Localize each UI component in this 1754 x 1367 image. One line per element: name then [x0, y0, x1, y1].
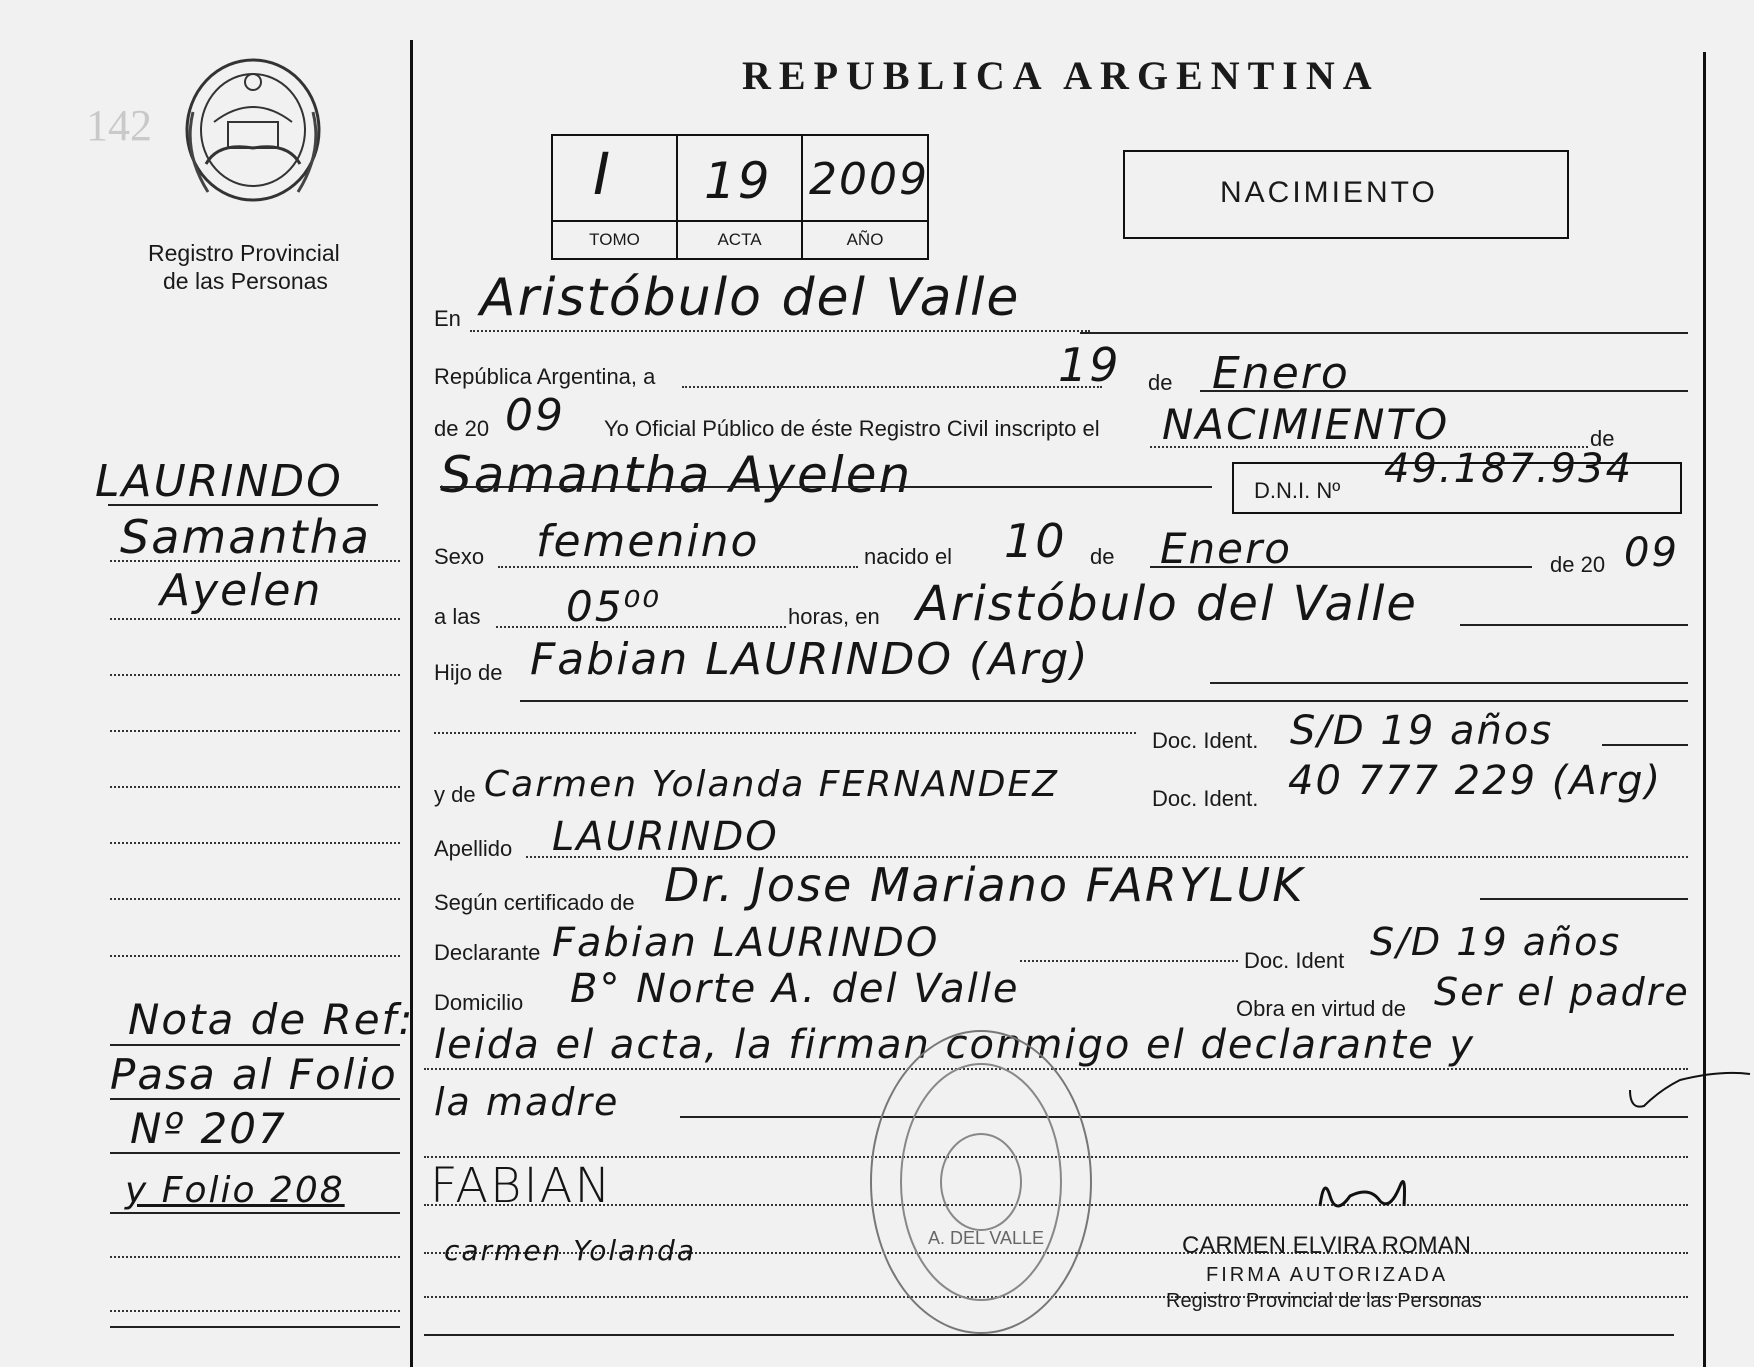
stamp-ring-icon — [872, 1032, 1090, 1332]
anio-cell — [803, 136, 927, 258]
label-a-las: a las — [434, 604, 481, 629]
label-en: En — [434, 306, 461, 331]
margin-note-line2: Pasa al Folio — [110, 1050, 398, 1099]
margin-first-name: Samantha — [120, 510, 371, 564]
label-doc-1: Doc. Ident. — [1152, 728, 1259, 753]
field-hora: 05⁰⁰ — [566, 582, 662, 631]
field-sexo: femenino — [536, 516, 760, 567]
label-de-2: de — [1590, 426, 1615, 451]
label-hijo: Hijo de — [434, 660, 503, 685]
tomo-cell — [553, 136, 676, 258]
margin-note-line3: Nº 207 — [130, 1104, 287, 1153]
label-horas: horas, en — [788, 604, 880, 629]
field-madre-doc: 40 777 229 (Arg) — [1288, 758, 1663, 804]
label-de-200: de 20 — [1550, 552, 1606, 577]
field-domicilio: B° Norte A. del Valle — [570, 966, 1020, 1012]
field-nombre: Samantha Ayelen — [440, 446, 913, 504]
document-type-box — [1123, 150, 1569, 239]
field-dni: 49.187.934 — [1384, 446, 1634, 492]
anio-label: AÑO — [846, 230, 884, 249]
label-domicilio: Domicilio — [434, 990, 524, 1015]
dni-box — [1232, 446, 1682, 514]
label-nacido: nacido el — [864, 544, 953, 569]
acta-cell — [678, 136, 801, 258]
tomo-label: TOMO — [589, 230, 640, 249]
field-nac-dia: 10 — [1004, 514, 1067, 568]
tomo-acta-anio-box — [551, 134, 929, 260]
label-oficial: Yo Oficial Público de éste Registro Civil inscripto el — [604, 416, 1100, 441]
field-nac-anio: 09 — [1624, 530, 1679, 576]
margin-middle-name: Ayelen — [160, 565, 323, 616]
field-declarante: Fabian LAURINDO — [552, 920, 940, 966]
left-vertical-rule — [410, 40, 413, 1367]
field-nac-mes: Enero — [1160, 524, 1292, 573]
label-doc-2: Doc. Ident. — [1152, 786, 1259, 811]
signature-fabian: FABIAN — [430, 1158, 613, 1214]
label-doc-3: Doc. Ident — [1244, 948, 1345, 973]
field-dia: 19 — [1058, 338, 1121, 392]
tomo-value: I — [593, 140, 613, 208]
label-dni: D.N.I. Nº — [1254, 478, 1341, 503]
field-obra: Ser el padre — [1434, 970, 1690, 1014]
label-de-3: de — [1090, 544, 1115, 569]
anio-value: 2009 — [809, 154, 929, 205]
official-role: FIRMA AUTORIZADA — [1206, 1264, 1449, 1286]
field-lugar: Aristóbulo del Valle — [480, 268, 1021, 328]
registry-name-line2: de las Personas — [163, 268, 328, 294]
provincial-seal-icon — [178, 52, 328, 212]
field-madre: Carmen Yolanda FERNANDEZ — [484, 764, 1059, 805]
field-lugar-nac: Aristóbulo del Valle — [916, 576, 1418, 632]
field-apellido: LAURINDO — [552, 814, 779, 860]
field-anio: 09 — [505, 390, 565, 441]
label-republica: República Argentina, a — [434, 364, 656, 389]
label-segun: Según certificado de — [434, 890, 635, 915]
registry-name-line1: Registro Provincial — [148, 240, 340, 266]
field-declarante-doc: S/D 19 años — [1370, 920, 1622, 964]
right-vertical-rule — [1703, 52, 1706, 1367]
registry-stamp — [870, 1030, 1092, 1334]
pen-stroke-icon — [1620, 1050, 1754, 1120]
signature-carmen: carmen Yolanda — [444, 1234, 696, 1267]
margin-surname: LAURINDO — [95, 456, 343, 507]
page-title: REPUBLICA ARGENTINA — [742, 53, 1380, 98]
label-de-1: de — [1148, 370, 1173, 395]
label-apellido: Apellido — [434, 836, 513, 861]
label-y-de: y de — [434, 782, 476, 807]
document-type-label: NACIMIENTO — [1220, 176, 1438, 209]
bleed-through-number: 142 — [86, 101, 152, 150]
margin-note-line4: y Folio 208 — [125, 1170, 345, 1211]
official-org: Registro Provincial de las Personas — [1166, 1290, 1482, 1312]
field-acto: NACIMIENTO — [1162, 400, 1450, 449]
label-declarante: Declarante — [434, 940, 541, 965]
official-signature-icon — [1310, 1166, 1420, 1226]
acta-value: 19 — [704, 152, 772, 210]
field-padre-doc: S/D 19 años — [1290, 708, 1554, 754]
field-mes: Enero — [1212, 348, 1350, 399]
acta-label: ACTA — [717, 230, 762, 249]
margin-note-line1: Nota de Ref: — [128, 995, 415, 1044]
field-leida-line2: la madre — [434, 1080, 620, 1124]
field-leida-line1: leida el acta, la firman conmigo el declarante y — [434, 1022, 1476, 1068]
field-certificado: Dr. Jose Mariano FARYLUK — [664, 858, 1305, 912]
label-obra: Obra en virtud de — [1236, 996, 1406, 1021]
label-de-20: de 20 — [434, 416, 490, 441]
stamp-bottom-text: A. DEL VALLE — [928, 1228, 1045, 1248]
official-name: CARMEN ELVIRA ROMAN — [1182, 1232, 1471, 1259]
field-padre: Fabian LAURINDO (Arg) — [530, 634, 1090, 685]
label-sexo: Sexo — [434, 544, 485, 569]
